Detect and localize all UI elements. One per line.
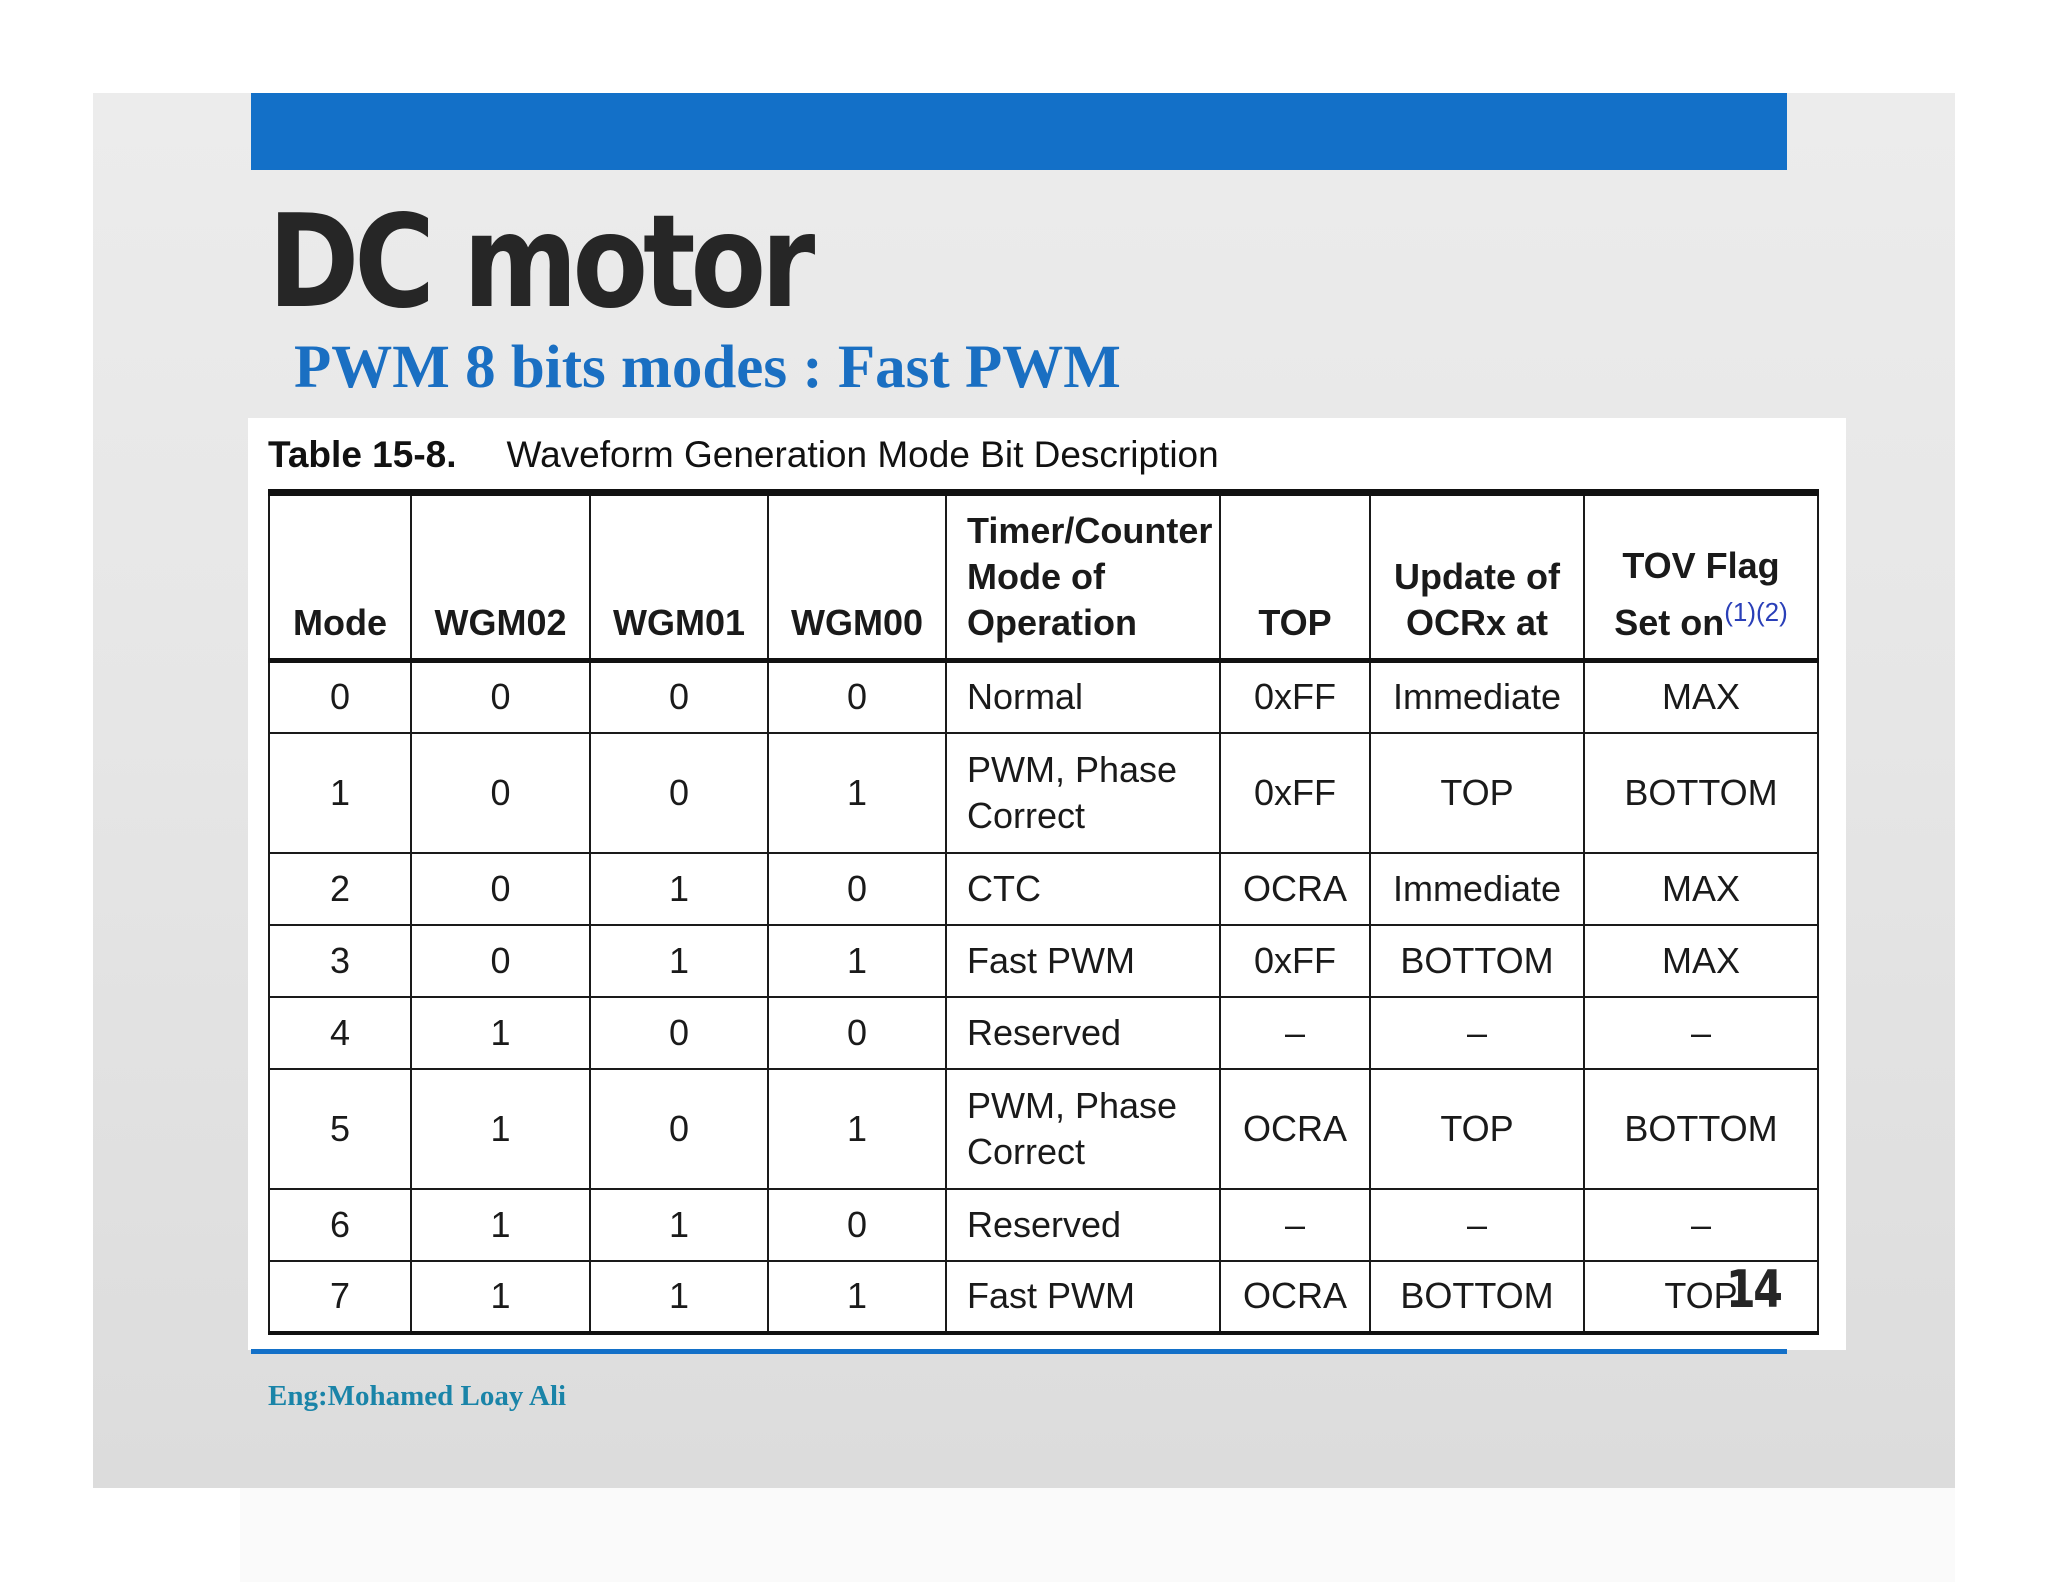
cell-operation-line: Reserved — [967, 1011, 1122, 1053]
slide-title: DC motor — [268, 188, 811, 337]
cell-mode: 6 — [269, 1189, 411, 1261]
slide-subtitle: PWM 8 bits modes : Fast PWM — [294, 334, 1121, 401]
header-row — [269, 493, 1818, 661]
header-operation-line: Operation — [967, 602, 1138, 643]
header-tov-line-2 — [1593, 589, 1809, 646]
cell-wgm01: 0 — [590, 1069, 768, 1189]
cell-wgm02: 0 — [411, 733, 590, 853]
cell-wgm01: 1 — [590, 853, 768, 925]
cell-wgm00: 1 — [768, 925, 946, 997]
cell-update: TOP — [1370, 733, 1584, 853]
cell-operation-line: Reserved — [967, 1203, 1122, 1245]
header-update-line: Update of — [1394, 556, 1560, 597]
cell-top: OCRA — [1220, 1261, 1370, 1333]
cell-top: OCRA — [1220, 1069, 1370, 1189]
header-wgm00: WGM00 — [768, 493, 946, 661]
cell-operation-line: Fast PWM — [967, 1275, 1135, 1316]
header-update — [1370, 493, 1584, 661]
cell-update: Immediate — [1370, 661, 1584, 733]
cell-update: BOTTOM — [1370, 925, 1584, 997]
cell-operation — [946, 1261, 1220, 1333]
cell-tov: MAX — [1584, 661, 1818, 733]
cell-top: 0xFF — [1220, 925, 1370, 997]
slide-footer-author: Eng:Mohamed Loay Ali — [268, 1380, 567, 1412]
cell-operation-line: CTC — [967, 867, 1041, 909]
table-caption — [268, 430, 1219, 480]
table-row — [269, 1189, 1818, 1261]
cell-update: BOTTOM — [1370, 1261, 1584, 1333]
cell-operation-line: Correct — [967, 1130, 1086, 1172]
cell-top: – — [1220, 1189, 1370, 1261]
table-row — [269, 661, 1818, 733]
table-body — [269, 661, 1818, 1333]
header-mode: Mode — [269, 493, 411, 661]
cell-wgm00: 0 — [768, 1189, 946, 1261]
cell-tov: BOTTOM — [1584, 733, 1818, 853]
cell-update: – — [1370, 997, 1584, 1069]
cell-wgm01: 1 — [590, 1261, 768, 1333]
table-row — [269, 1261, 1818, 1333]
table-caption-text: Waveform Generation Mode Bit Description — [506, 434, 1219, 475]
cell-tov: – — [1584, 1189, 1818, 1261]
cell-mode: 5 — [269, 1069, 411, 1189]
cell-update: – — [1370, 1189, 1584, 1261]
cell-tov: MAX — [1584, 853, 1818, 925]
cell-wgm02: 0 — [411, 925, 590, 997]
table-row — [269, 853, 1818, 925]
table-header — [269, 493, 1818, 661]
cell-wgm00: 1 — [768, 1261, 946, 1333]
header-operation-line: Timer/Counter — [967, 510, 1213, 551]
cell-wgm01: 0 — [590, 997, 768, 1069]
header-wgm01: WGM01 — [590, 493, 768, 661]
cell-wgm02: 0 — [411, 661, 590, 733]
header-operation — [946, 493, 1220, 661]
cell-operation — [946, 925, 1220, 997]
cell-operation — [946, 1069, 1220, 1189]
cell-operation-line: PWM, Phase — [967, 748, 1178, 790]
cell-wgm02: 1 — [411, 1261, 590, 1333]
cell-operation-line: PWM, Phase — [967, 1084, 1178, 1126]
cell-operation — [946, 1189, 1220, 1261]
cell-top: – — [1220, 997, 1370, 1069]
table-row — [269, 1069, 1818, 1189]
cell-wgm00: 0 — [768, 661, 946, 733]
cell-operation — [946, 853, 1220, 925]
cell-mode: 1 — [269, 733, 411, 853]
header-update-line: OCRx at — [1405, 602, 1549, 643]
header-wgm02: WGM02 — [411, 493, 590, 661]
cell-wgm00: 0 — [768, 997, 946, 1069]
cell-operation-line: Fast PWM — [967, 939, 1135, 981]
accent-bar — [251, 93, 1787, 170]
header-tov — [1584, 493, 1818, 661]
cell-mode: 4 — [269, 997, 411, 1069]
cell-tov: – — [1584, 997, 1818, 1069]
cell-update: TOP — [1370, 1069, 1584, 1189]
cell-mode: 2 — [269, 853, 411, 925]
cell-wgm01: 1 — [590, 925, 768, 997]
table-caption-number: Table 15-8. — [268, 434, 457, 475]
table-row — [269, 925, 1818, 997]
cell-tov: BOTTOM — [1584, 1069, 1818, 1189]
cell-wgm01: 1 — [590, 1189, 768, 1261]
cell-operation — [946, 997, 1220, 1069]
waveform-mode-table — [268, 489, 1819, 1335]
cell-top: 0xFF — [1220, 733, 1370, 853]
cell-top: OCRA — [1220, 853, 1370, 925]
header-tov-footnote: (1)(2) — [1724, 597, 1788, 627]
cell-wgm01: 0 — [590, 661, 768, 733]
header-tov-text: Set on — [1614, 602, 1725, 643]
bottom-divider — [251, 1349, 1787, 1354]
header-tov-line: TOV Flag — [1622, 545, 1780, 586]
cell-operation-line: Normal — [967, 676, 1084, 718]
cell-wgm00: 0 — [768, 853, 946, 925]
cell-wgm00: 1 — [768, 1069, 946, 1189]
cell-operation — [946, 661, 1220, 733]
cell-mode: 7 — [269, 1261, 411, 1333]
cell-mode: 0 — [269, 661, 411, 733]
header-operation-line: Mode of — [967, 556, 1105, 597]
cell-update: Immediate — [1370, 853, 1584, 925]
header-top: TOP — [1220, 493, 1370, 661]
cell-wgm02: 0 — [411, 853, 590, 925]
cell-tov: TOP — [1584, 1261, 1818, 1333]
cell-tov: MAX — [1584, 925, 1818, 997]
table-row — [269, 733, 1818, 853]
cell-wgm02: 1 — [411, 997, 590, 1069]
cell-operation-line: Correct — [967, 794, 1086, 836]
slide-shadow — [240, 1488, 1955, 1582]
cell-mode: 3 — [269, 925, 411, 997]
cell-operation — [946, 733, 1220, 853]
cell-top: 0xFF — [1220, 661, 1370, 733]
cell-wgm02: 1 — [411, 1189, 590, 1261]
cell-wgm02: 1 — [411, 1069, 590, 1189]
table-row — [269, 997, 1818, 1069]
cell-wgm01: 0 — [590, 733, 768, 853]
cell-wgm00: 1 — [768, 733, 946, 853]
slide-number: 14 — [1726, 1260, 1781, 1320]
